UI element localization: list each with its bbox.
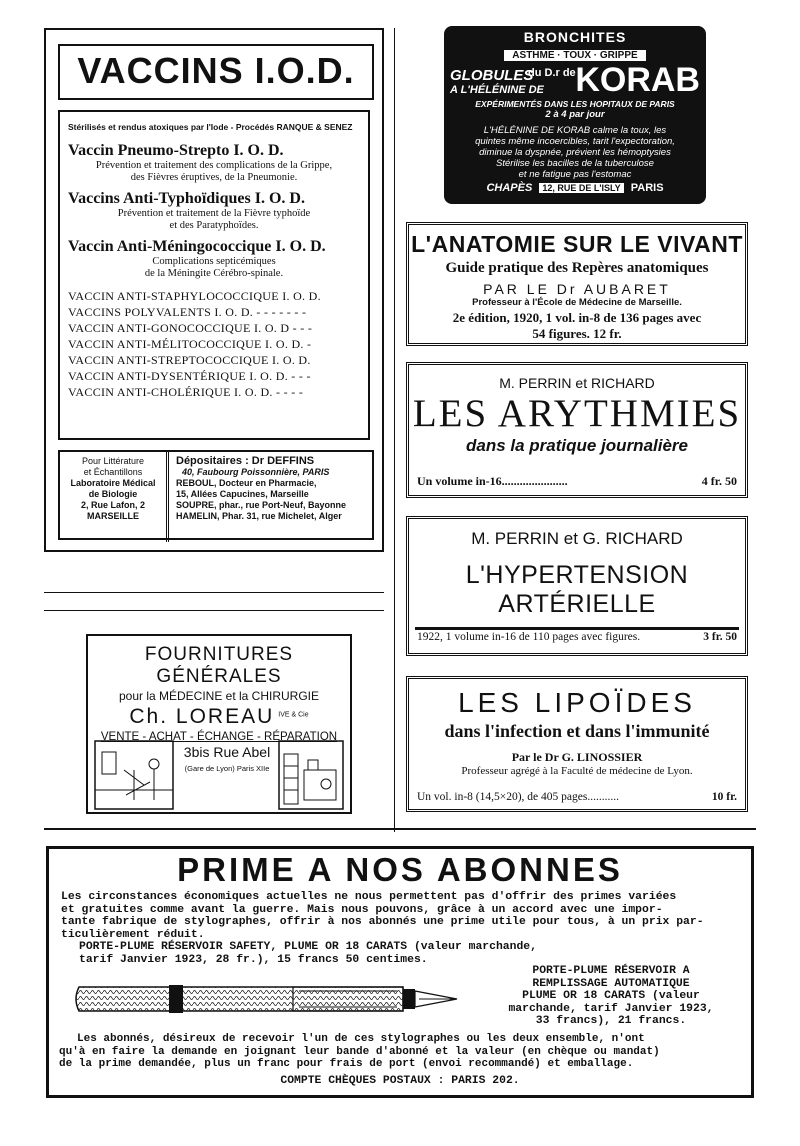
- korab-address: [444, 182, 706, 194]
- vaccin-name: Vaccin Anti-Méningococcique I. O. D.: [68, 238, 326, 255]
- hypertension-price: 3 fr. 50: [703, 631, 737, 643]
- dep-line: REBOUL, Docteur en Pharmacie,: [176, 478, 317, 488]
- loreau-suffix: IVE & Cie: [278, 711, 309, 719]
- prime-text-line: PORTE-PLUME RÉSERVOIR A: [532, 965, 690, 977]
- dep-line: HAMELIN, Phar. 31, rue Michelet, Alger: [176, 511, 342, 521]
- list-item: VACCIN ANTI-STREPTOCOCCIQUE I. O. D.: [68, 353, 311, 367]
- prime-text-line: marchande, tarif Janvier 1923,: [508, 1002, 714, 1015]
- prime-text-line: PORTE-PLUME RÉSERVOIR SAFETY, PLUME OR 18 CARATS (valeur marchande,: [79, 941, 537, 954]
- prime-text-line: et gratuites comme avant la guerre. Mais nous pouvons, grâce à un accord avec une impor-: [61, 903, 663, 916]
- korab-line: quintes même incoercibles, tarit l'expectoration,: [475, 136, 675, 147]
- prime-ad: [46, 846, 754, 1098]
- lab-line: et Échantillons: [83, 467, 143, 477]
- arythmies-ad: [406, 362, 748, 498]
- pharmacy-shelves-illustration: [278, 740, 344, 810]
- prime-text-line: tante fabrique de stylographes, offrir à nos abonnés une prime utile pour tous, à un prix par-: [61, 916, 704, 929]
- lipoides-ad: [406, 676, 748, 812]
- prime-text-line: 33 francs), 21 francs.: [535, 1015, 687, 1028]
- anatomie-role: Professeur à l'École de Médecine de Marseille.: [472, 297, 682, 308]
- lipoides-price: 10 fr.: [711, 791, 737, 803]
- lab-line: Pour Littérature: [81, 456, 145, 466]
- arythmies-title: LES ARYTHMIES: [412, 392, 742, 435]
- dep-line: Dépositaires : Dr DEFFINS: [176, 455, 315, 467]
- anatomie-subtitle: Guide pratique des Repères anatomiques: [445, 260, 709, 276]
- hypertension-rule: [415, 627, 739, 630]
- hypertension-authors: M. PERRIN et G. RICHARD: [471, 529, 683, 548]
- korab-line: et ne fatigue pas l'estomac: [518, 169, 632, 180]
- hypertension-ad: [406, 516, 748, 656]
- list-item: VACCIN ANTI-MÉLITOCOCCIQUE I. O. D. -: [68, 337, 312, 351]
- fournitures-title: FOURNITURES GÉNÉRALES: [144, 644, 294, 687]
- lab-line: de Biologie: [88, 489, 138, 499]
- anatomie-title: L'ANATOMIE SUR LE VIVANT: [411, 231, 743, 257]
- vaccin-list: [68, 288, 360, 400]
- loreau-name: Ch. LOREAU: [129, 705, 275, 728]
- vaccin-desc: Prévention et traitement des complications de la Grippe,: [95, 160, 333, 171]
- vaccins-title: VACCINS I.O.D.: [58, 44, 374, 100]
- hypertension-price-row: [417, 631, 737, 643]
- korab-city: PARIS: [630, 182, 664, 194]
- korab-street: 12, RUE DE L'ISLY: [539, 183, 623, 193]
- korab-line: diminue la dyspnée, prévient les hémoptysies: [479, 147, 671, 158]
- list-item: VACCIN ANTI-DYSENTÉRIQUE I. O. D. - - -: [68, 369, 311, 383]
- vaccin-item: [68, 238, 360, 280]
- shop-interior-illustration: [94, 740, 174, 810]
- prime-offer-automatic: [475, 965, 747, 1028]
- vaccin-desc: Complications septicémiques: [152, 256, 276, 267]
- list-item: VACCIN ANTI-GONOCOCCIQUE I. O. D - - -: [68, 321, 313, 335]
- fournitures-services: VENTE - ACHAT - ÉCHANGE - RÉPARATION: [100, 731, 338, 743]
- vaccin-name: Vaccins Anti-Typhoïdiques I. O. D.: [68, 190, 305, 207]
- lipoides-volume: Un vol. in-8 (14,5×20), de 405 pages...........: [417, 791, 619, 803]
- dep-line: SOUPRE, phar., rue Port-Neuf, Bayonne: [176, 500, 347, 510]
- arythmies-price-row: [417, 474, 737, 489]
- korab-line: L'HÉLÉNINE DE KORAB calme la toux, les: [483, 125, 667, 136]
- korab-name: KORAB: [575, 61, 700, 99]
- vaccins-subtitle: Stérilisés et rendus atoxiques par l'Iode - Procédés RANQUE & SENEZ: [68, 122, 353, 132]
- hypertension-volume: 1922, 1 volume in-16 de 110 pages avec figures.: [417, 631, 641, 643]
- prime-instructions: [49, 1033, 751, 1071]
- arythmies-authors: M. PERRIN et RICHARD: [499, 375, 655, 391]
- korab-line: 2 à 4 par jour: [545, 109, 605, 120]
- vaccin-desc: de la Méningite Cérébro-spinale.: [144, 268, 284, 279]
- vaccin-desc: et des Paratyphoïdes.: [169, 220, 259, 231]
- prime-title: PRIME A NOS ABONNES: [177, 851, 623, 888]
- anatomie-ad: [406, 222, 748, 346]
- korab-ad: [444, 26, 706, 204]
- page-divider: [44, 828, 756, 830]
- left-divider-2: [44, 610, 384, 611]
- anatomie-edition: 54 figures. 12 fr.: [532, 326, 622, 341]
- list-item: VACCIN ANTI-STAPHYLOCOCCIQUE I. O. D.: [68, 289, 321, 303]
- prime-text-line: ticulièrement réduit.: [61, 928, 205, 941]
- lipoides-subtitle: dans l'infection et dans l'immunité: [444, 721, 710, 741]
- korab-headline: [444, 61, 706, 99]
- prime-text-line: REMPLISSAGE AUTOMATIQUE: [532, 977, 690, 990]
- prime-text-line: PLUME OR 18 CARATS (valeur: [522, 990, 700, 1003]
- vaccin-desc: Prévention et traitement de la Fièvre typhoïde: [117, 208, 311, 219]
- prime-footer: COMPTE CHÈQUES POSTAUX : PARIS 202.: [280, 1075, 520, 1087]
- lab-line: Laboratoire Médical: [70, 478, 156, 488]
- prime-text-line: de la prime demandée, plus un franc pour frais de port (envoi recommandé) et emballage.: [59, 1058, 634, 1071]
- fournitures-subtitle: pour la MÉDECINE et la CHIRURGIE: [118, 689, 320, 703]
- anatomie-author: PAR LE Dr AUBARET: [483, 281, 671, 297]
- korab-chapes: CHAPÈS: [486, 182, 533, 194]
- lipoides-role: Professeur agrégé à la Faculté de médecine de Lyon.: [461, 765, 693, 777]
- prime-text-line: Les circonstances économiques actuelles ne nous permettent pas d'offrir des primes variées: [61, 891, 677, 903]
- left-divider-1: [44, 592, 384, 593]
- lab-line: MARSEILLE: [86, 511, 139, 521]
- column-divider: [394, 28, 395, 832]
- vaccins-footer: [58, 450, 374, 540]
- fournitures-ad: [86, 634, 352, 814]
- vaccin-item: [68, 190, 360, 232]
- prime-text-line: qu'à en faire la demande en joignant leur bande d'abonné et la valeur (en chèque ou mandat): [59, 1045, 660, 1058]
- fournitures-name: [88, 705, 350, 729]
- vaccin-name: Vaccin Pneumo-Strepto I. O. D.: [68, 142, 284, 159]
- lipoides-price-row: [417, 791, 737, 803]
- korab-helenine: A L'HÉLÉNINE DE: [450, 84, 544, 96]
- laboratory-info: [60, 452, 169, 542]
- korab-globules: GLOBULES: [450, 67, 534, 84]
- korab-banner: ASTHME · TOUX · GRIPPE: [504, 50, 645, 61]
- lab-line: 2, Rue Lafon, 2: [80, 500, 145, 510]
- dep-line: 15, Allées Capucines, Marseille: [176, 489, 309, 499]
- lipoides-author: Par le Dr G. LINOSSIER: [511, 750, 643, 764]
- hypertension-title: L'HYPERTENSION ARTÉRIELLE: [465, 561, 689, 618]
- korab-line: BRONCHITES: [523, 29, 627, 45]
- korab-line: EXPÉRIMENTÉS DANS LES HOPITAUX DE PARIS: [475, 99, 675, 109]
- prime-text-line: Les abonnés, désireux de recevoir l'un de ces stylographes ou les deux ensemble, n'ont: [77, 1033, 645, 1045]
- anatomie-edition: 2e édition, 1920, 1 vol. in-8 de 136 pages avec: [452, 310, 702, 325]
- dep-line: 40, Faubourg Poissonnière, PARIS: [182, 467, 330, 477]
- depositaires-info: [172, 452, 372, 546]
- list-item: VACCINS POLYVALENTS I. O. D. - - - - - - -: [68, 305, 307, 319]
- list-item: VACCIN ANTI-CHOLÉRIQUE I. O. D. - - - -: [68, 385, 304, 399]
- fournitures-address: 3bis Rue Abel: [183, 744, 271, 760]
- arythmies-price: 4 fr. 50: [701, 474, 737, 488]
- vaccins-body: [58, 110, 370, 440]
- fountain-pen-illustration: [73, 977, 463, 1021]
- prime-offer-safety: [49, 941, 751, 966]
- korab-du: du D.r de: [528, 67, 576, 79]
- fournitures-city: (Gare de Lyon) Paris XIIe: [184, 764, 270, 773]
- vaccin-item: [68, 142, 360, 184]
- arythmies-volume: Un volume in-16......................: [417, 474, 568, 488]
- prime-text-line: tarif Janvier 1923, 28 fr.), 15 francs 50 centimes.: [79, 953, 428, 966]
- lipoides-title: LES LIPOÏDES: [458, 687, 696, 718]
- korab-line: Stérilise les bacilles de la tuberculose: [496, 158, 654, 169]
- vaccin-desc: des Fièvres éruptives, de la Pneumonie.: [130, 172, 298, 183]
- prime-intro: [49, 891, 751, 941]
- arythmies-subtitle: dans la pratique journalière: [465, 436, 688, 455]
